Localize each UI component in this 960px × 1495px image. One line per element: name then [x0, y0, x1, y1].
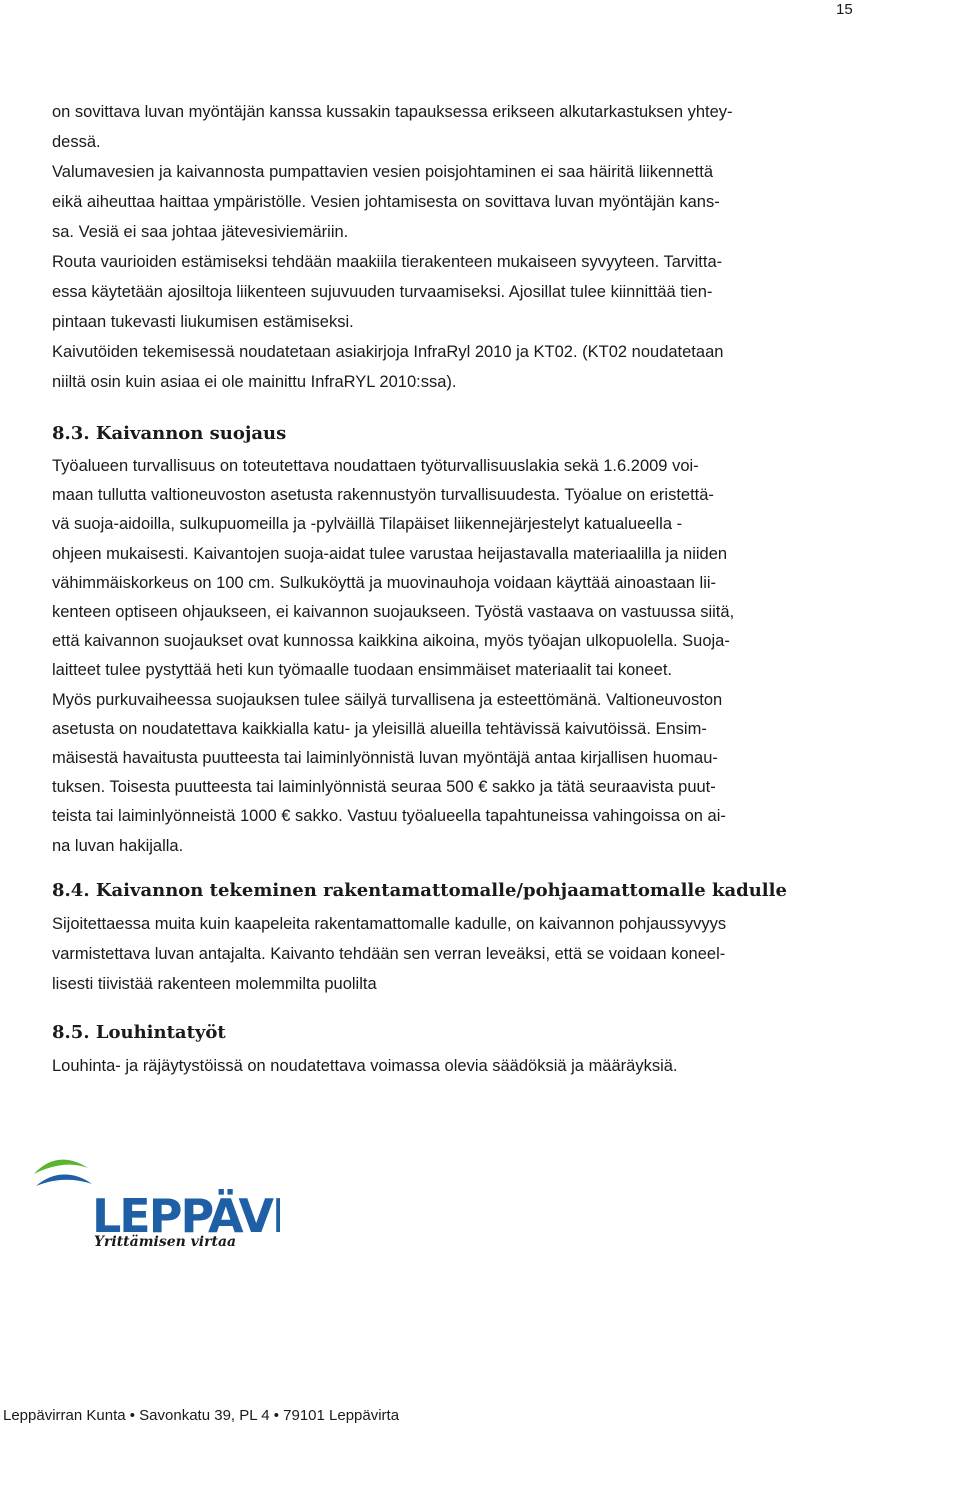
text-line: Louhinta- ja räjäytystöissä on noudatettava voimassa olevia säädöksiä ja määräyksiä.	[52, 1056, 678, 1075]
text-line: tuksen. Toisesta puutteesta tai laiminlyönnistä seuraa 500 € sakko ja tätä seuraavista puut-	[52, 778, 716, 797]
text-line: na luvan hakijalla.	[52, 836, 184, 855]
text-line: Routa vaurioiden estämiseksi tehdään maakiila tierakenteen mukaiseen syvyyteen. Tarvitta-	[52, 253, 723, 271]
text-line: Myös purkuvaiheessa suojauksen tulee säilyä turvallisena ja esteettömänä. Valtioneuvoston	[52, 690, 723, 709]
text-line: mäisestä havaitusta puutteesta tai laiminlyönnistä luvan myöntäjä antaa kirjallisen huomau-	[52, 749, 718, 768]
text-line: eikä aiheuttaa haittaa ympäristölle. Vesien johtamisesta on sovittava luvan myöntäjän kans-	[52, 193, 720, 211]
text-line: dessä.	[52, 133, 101, 151]
page-number: 15	[836, 1, 853, 18]
text-line: Sijoitettaessa muita kuin kaapeleita rakentamattomalle kadulle, on kaivannon pohjaussyvyys	[52, 914, 727, 933]
text-line: lisesti tiivistää rakenteen molemmilta puolilta	[52, 974, 377, 993]
section-8-5-body	[52, 1051, 872, 1081]
text-line: Valumavesien ja kaivannosta pumpattavien vesien poisjohtaminen ei saa häiritä liikennettä	[52, 163, 714, 181]
page-footer: Leppävirran Kunta • Savonkatu 39, PL 4 • 79101 Leppävirta	[3, 1407, 400, 1424]
paragraph-excavation-notes	[52, 97, 872, 397]
leppavirta-logo	[32, 1150, 280, 1250]
text-line: vähimmäiskorkeus on 100 cm. Sulkuköyttä ja muovinauhoja voidaan käyttää ainoastaan lii-	[52, 573, 717, 592]
logo-tagline: Yrittämisen virtaa	[94, 1234, 237, 1250]
text-line: ohjeen mukaisesti. Kaivantojen suoja-aidat tulee varustaa heijastavalla materiaalilla ja niiden	[52, 544, 728, 563]
text-line: pintaan tukevasti liukumisen estämiseksi.	[52, 313, 354, 331]
text-line: essa käytetään ajosiltoja liikenteen sujuvuuden turvaamiseksi. Ajosillat tulee kiinnittää tien-	[52, 283, 713, 301]
text-line: kenteen optiseen ohjaukseen, ei kaivannon suojaukseen. Työstä vastaava on vastuussa siitä,	[52, 603, 735, 622]
section-heading-8-4: 8.4. Kaivannon tekeminen rakentamattomalle/pohjaamattomalle kadulle	[52, 879, 787, 901]
section-heading-8-5: 8.5. Louhintatyöt	[52, 1021, 226, 1043]
section-heading-8-3: 8.3. Kaivannon suojaus	[52, 423, 287, 444]
text-line: teista tai laiminlyönneistä 1000 € sakko. Vastuu työalueella tapahtuneissa vahingoissa on ai-	[52, 807, 726, 826]
text-line: asetusta on noudatettava kaikkialla katu- ja yleisillä alueilla tehtävissä kaivutöissä. Ensim-	[52, 719, 707, 738]
document-body	[52, 97, 872, 1081]
text-line: Kaivutöiden tekemisessä noudatetaan asiakirjoja InfraRyl 2010 ja KT02. (KT02 noudatetaan	[52, 343, 724, 361]
text-line: maan tullutta valtioneuvoston asetusta rakennustyön turvallisuudesta. Työalue on eristettä-	[52, 486, 714, 505]
text-line: vä suoja-aidoilla, sulkupuomeilla ja -pylväillä Tilapäiset liikennejärjestelyt katualueella -	[52, 515, 683, 534]
section-8-3-body	[52, 452, 872, 861]
text-line: niiltä osin kuin asiaa ei ole mainittu InfraRYL 2010:ssa).	[52, 373, 457, 391]
section-8-4-body	[52, 909, 872, 999]
text-line: varmistettava luvan antajalta. Kaivanto tehdään sen verran leveäksi, että se voidaan koneel-	[52, 944, 726, 963]
text-line: laitteet tulee pystyttää heti kun työmaalle tuodaan ensimmäiset materiaalit tai koneet.	[52, 661, 673, 680]
text-line: että kaivannon suojaukset ovat kunnossa kaikkina aikoina, myös työajan ulkopuolella. Suoja-	[52, 632, 730, 651]
text-line: Työalueen turvallisuus on toteutettava noudattaen työturvallisuuslakia sekä 1.6.2009 voi-	[52, 457, 699, 475]
text-line: on sovittava luvan myöntäjän kanssa kussakin tapauksessa erikseen alkutarkastuksen yhtey-	[52, 103, 733, 121]
logo-wordmark: LEPPÄV	[92, 1189, 273, 1243]
wave-icon	[36, 1175, 92, 1187]
wave-icon	[34, 1160, 88, 1174]
text-line: sa. Vesiä ei saa johtaa jätevesiviemäriin.	[52, 223, 349, 241]
